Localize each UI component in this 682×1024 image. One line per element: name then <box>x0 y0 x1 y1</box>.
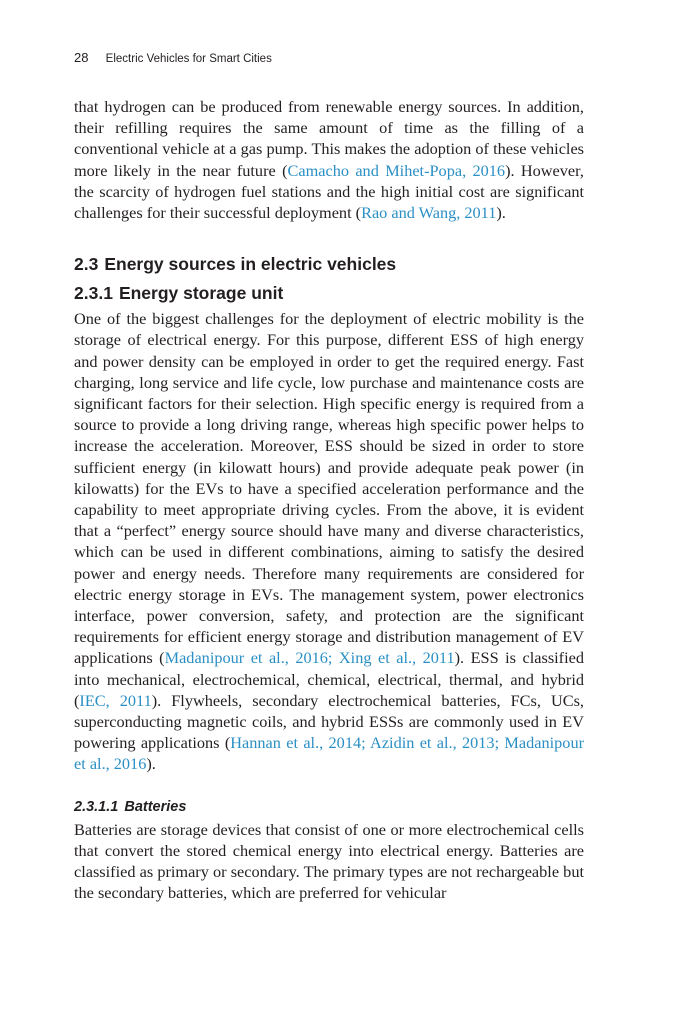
section-title: Batteries <box>124 798 187 815</box>
paragraph-text: ). However, the scarcity of hydrogen fuel stations and the high initial cost are significant challenges for their successful deployment ( <box>74 160 584 223</box>
citation-link[interactable]: IEC, 2011 <box>79 690 152 710</box>
paragraph-text: Batteries are storage devices that consist of one or more electrochemical cells that convert the stored chemical energy into electrical energy. Batteries are classified as primary or secondary. The primary types are not rechargeable but the secondary batteries, which are preferred for vehicular <box>74 819 584 903</box>
paragraph-text: ). Flywheels, secondary electrochemical batteries, FCs, UCs, superconducting magnetic coils, and hybrid ESSs are commonly used in EV powering applications ( <box>74 690 584 753</box>
section-number: 2.3.1.1 <box>74 798 119 815</box>
paragraph-batteries <box>74 819 584 904</box>
citation-link[interactable]: Rao and Wang, 2011 <box>361 203 497 223</box>
section-number: 2.3 <box>74 254 99 275</box>
book-title: Electric Vehicles for Smart Cities <box>105 53 272 65</box>
body-content <box>74 96 584 904</box>
section-title: Energy sources in electric vehicles <box>104 254 397 275</box>
section-heading-2-3-1-1 <box>74 797 584 817</box>
paragraph-hydrogen <box>74 96 584 223</box>
section-heading-2-3-1 <box>74 282 584 304</box>
section-heading-2-3 <box>74 253 584 275</box>
section-number: 2.3.1 <box>74 283 113 304</box>
paragraph-text: that hydrogen can be produced from renewable energy sources. In addition, their refilling requires the same amount of time as the filling of a conventional vehicle at a gas pump. This makes the adoption of these vehicles more likely in the near future ( <box>74 97 584 180</box>
citation-link[interactable]: Camacho and Mihet-Popa, 2016 <box>287 160 506 180</box>
paragraph-text: ). <box>146 754 156 774</box>
running-head <box>74 50 272 65</box>
citation-link[interactable]: Madanipour et al., 2016; Xing et al., 2011 <box>164 648 455 668</box>
section-title: Energy storage unit <box>118 283 284 304</box>
paragraph-energy-storage <box>74 308 584 774</box>
page-number: 28 <box>74 50 89 65</box>
paragraph-text: ). <box>496 203 506 223</box>
paragraph-text: One of the biggest challenges for the deployment of electric mobility is the storage of electrical energy. For this purpose, different ESS of high energy and power density can be employed in order to get the required energy. Fast charging, long service and life cycle, low purchase and maintenance costs are significant factors for their selection. High specific energy is required from a source to provide a long driving range, whereas high specific power helps to increase the acceleration. Moreover, ESS should be sized in order to store sufficient energy (in kilowatt hours) and provide adequate peak power (in kilowatts) for the EVs to have a specified acceleration performance and the capability to meet appropriate driving cycles. From the above, it is evident that a “perfect” energy source should have many and diverse characteristics, which can be used in different combinations, aiming to satisfy the desired power and energy needs. Therefore many requirements are considered for electric energy storage in EVs. The management system, power electronics interface, power conversion, safety, and protection are the significant requirements for efficient energy storage and distribution management of EV applications ( <box>74 309 584 668</box>
paragraph-text: ). ESS is classified into mechanical, electrochemical, chemical, electrical, thermal, and hybrid ( <box>74 648 584 710</box>
citation-link[interactable]: Hannan et al., 2014; Azidin et al., 2013; Madanipour et al., 2016 <box>74 733 585 774</box>
